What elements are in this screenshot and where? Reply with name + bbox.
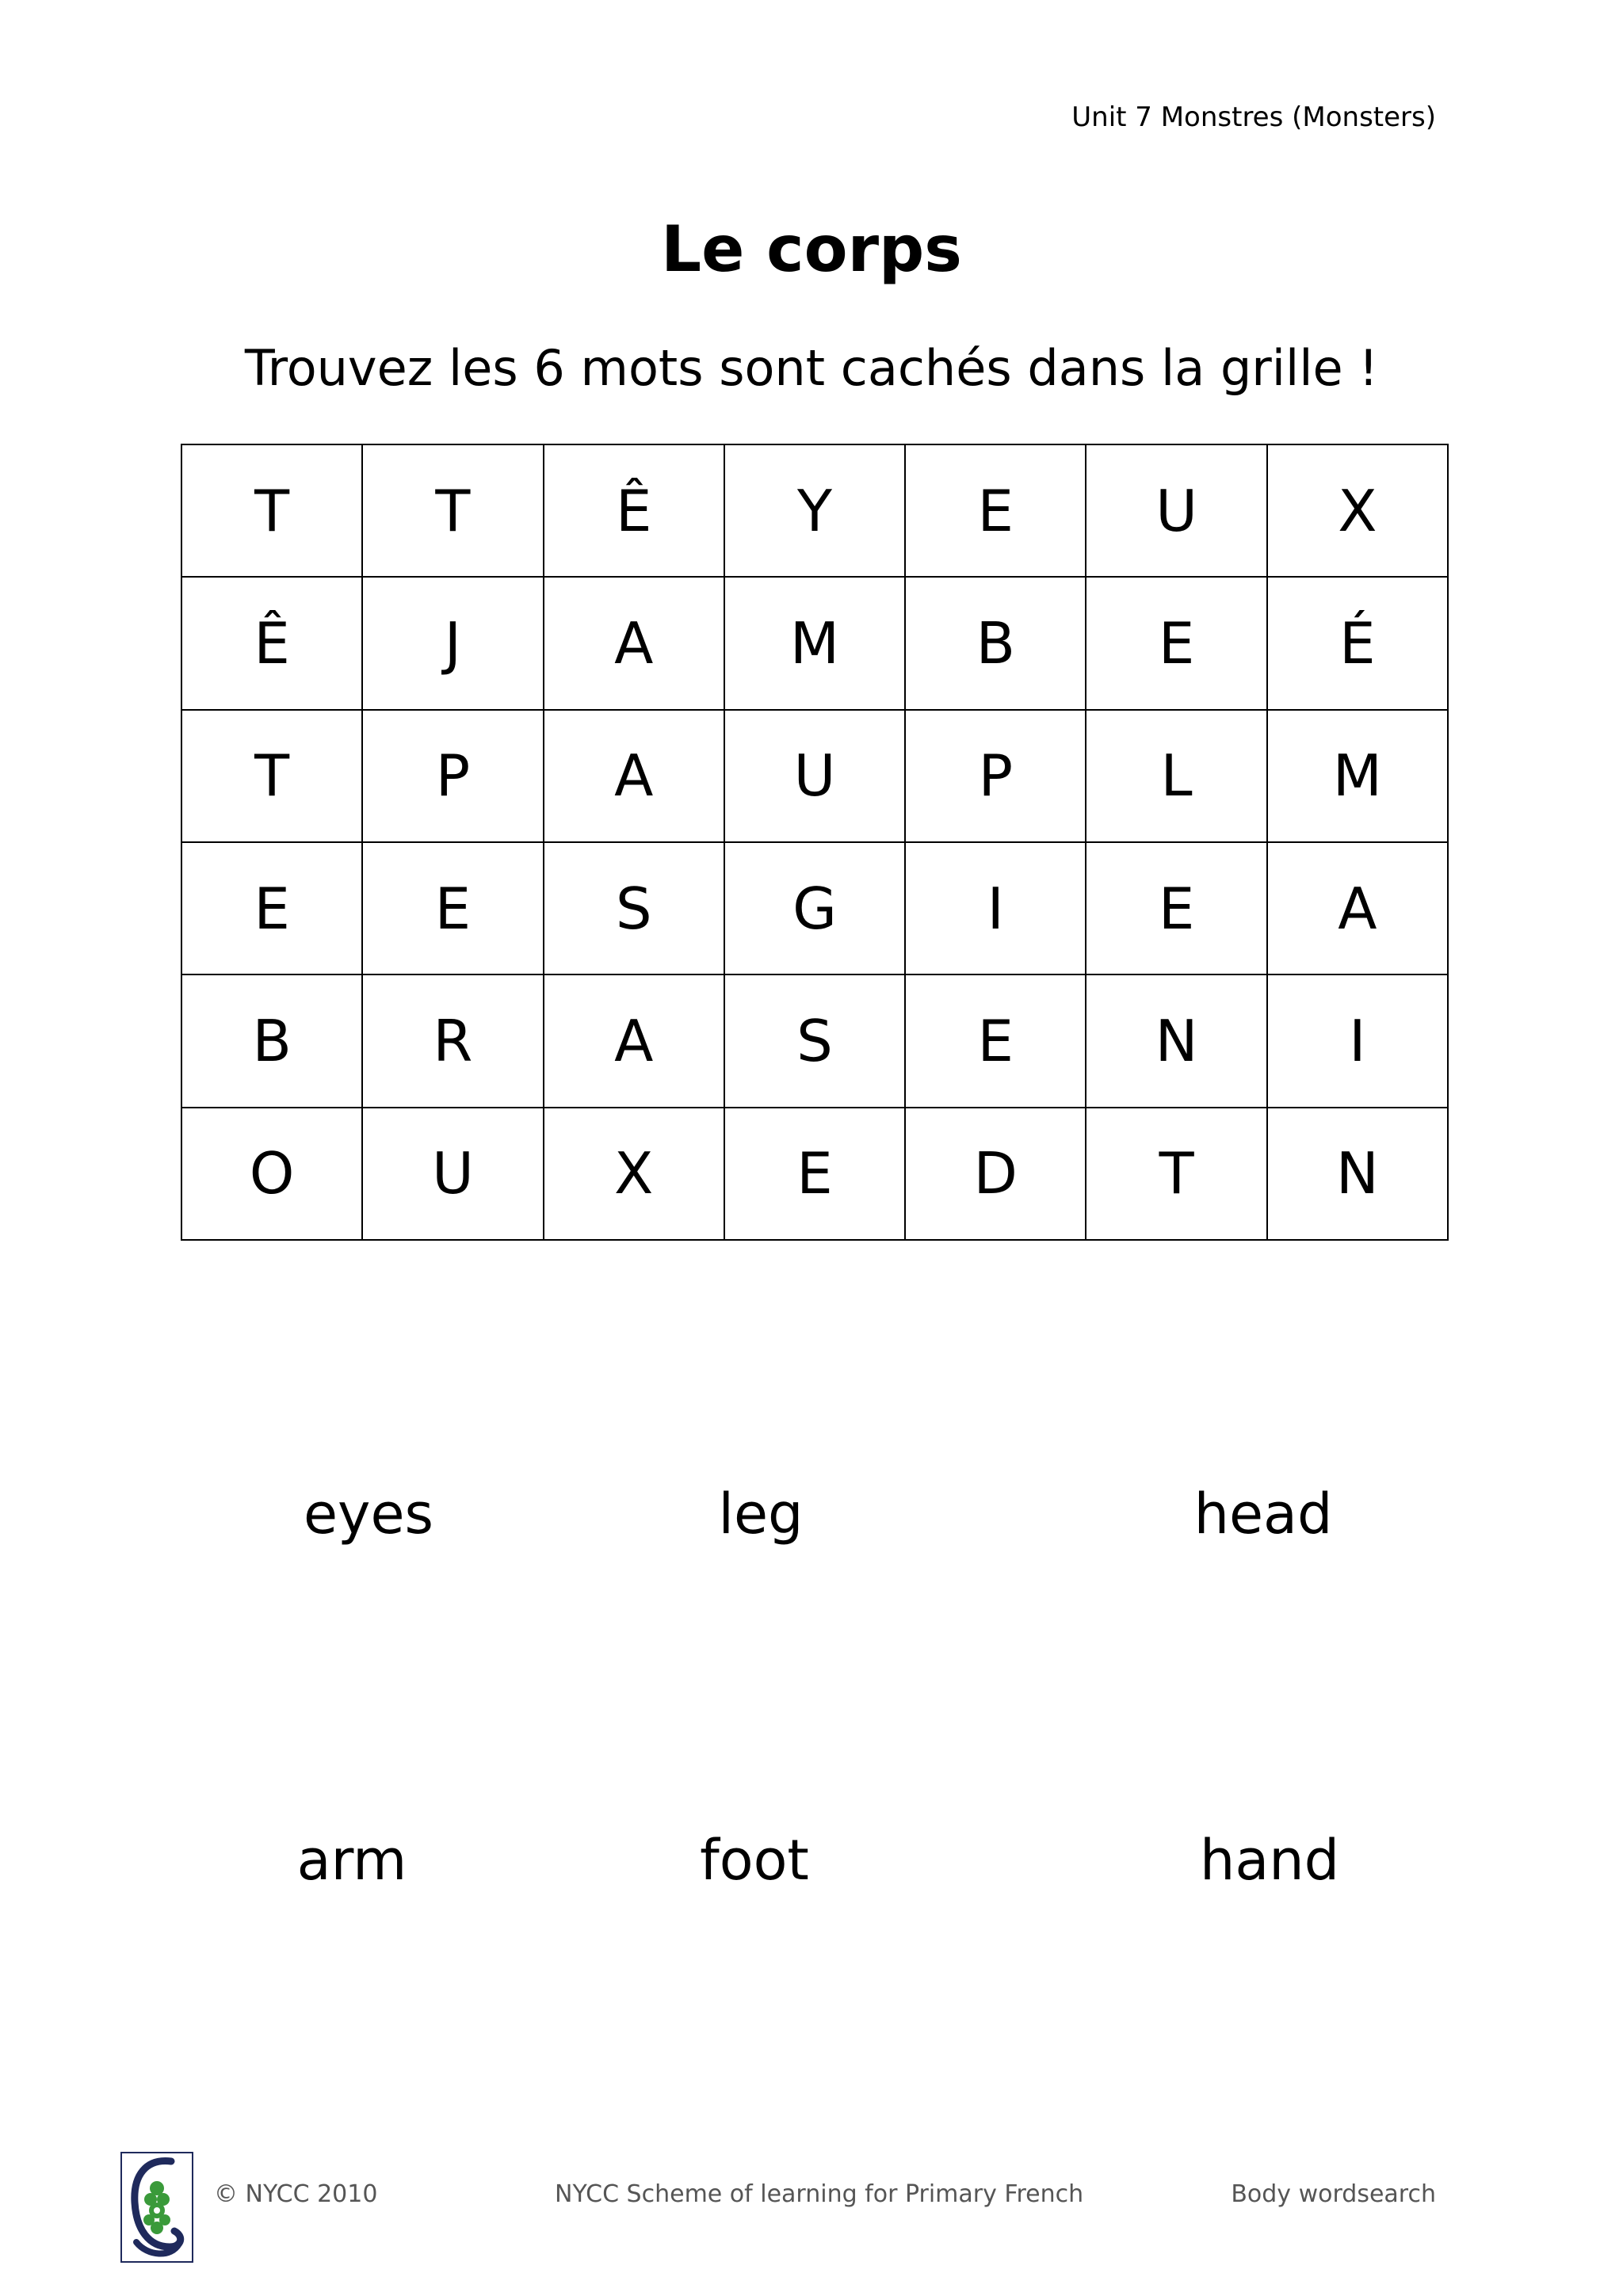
word-clue: arm	[296, 1828, 407, 1893]
grid-cell: R	[363, 975, 544, 1108]
grid-cell: A	[1268, 843, 1449, 975]
grid-cell: A	[544, 578, 725, 710]
page-title: Le corps	[661, 212, 962, 286]
grid-cell: E	[182, 843, 363, 975]
grid-cell: T	[182, 445, 363, 578]
grid-cell: T	[182, 711, 363, 843]
grid-cell: A	[544, 711, 725, 843]
grid-cell: Y	[725, 445, 906, 578]
grid-cell: E	[363, 843, 544, 975]
grid-cell: G	[725, 843, 906, 975]
grid-cell: P	[906, 711, 1086, 843]
grid-cell: O	[182, 1108, 363, 1241]
grid-cell: P	[363, 711, 544, 843]
grid-cell: E	[725, 1108, 906, 1241]
word-clue: foot	[700, 1828, 809, 1893]
grid-cell: E	[1086, 578, 1267, 710]
grid-cell: B	[182, 975, 363, 1108]
grid-cell: E	[1086, 843, 1267, 975]
grid-cell: E	[906, 445, 1086, 578]
grid-cell: B	[906, 578, 1086, 710]
grid-cell: S	[725, 975, 906, 1108]
grid-cell: L	[1086, 711, 1267, 843]
grid-cell: U	[363, 1108, 544, 1241]
word-clue: head	[1193, 1482, 1333, 1547]
grid-cell: E	[906, 975, 1086, 1108]
grid-cell: N	[1086, 975, 1267, 1108]
footer-topic: Body wordsearch	[1231, 2180, 1436, 2208]
nycc-logo-icon	[120, 2152, 193, 2263]
grid-cell: T	[1086, 1108, 1267, 1241]
wordsearch-grid	[181, 444, 1449, 1241]
grid-cell: Ê	[544, 445, 725, 578]
footer-copyright: © NYCC 2010	[214, 2180, 378, 2208]
grid-cell: X	[1268, 445, 1449, 578]
grid-cell: Ê	[182, 578, 363, 710]
grid-cell: X	[544, 1108, 725, 1241]
grid-cell: É	[1268, 578, 1449, 710]
grid-cell: N	[1268, 1108, 1449, 1241]
footer-scheme: NYCC Scheme of learning for Primary French	[555, 2180, 1084, 2208]
grid-cell: D	[906, 1108, 1086, 1241]
grid-cell: I	[1268, 975, 1449, 1108]
grid-cell: U	[1086, 445, 1267, 578]
grid-cell: U	[725, 711, 906, 843]
word-clue: leg	[718, 1482, 804, 1547]
grid-cell: I	[906, 843, 1086, 975]
grid-cell: M	[1268, 711, 1449, 843]
word-clue: eyes	[303, 1482, 434, 1547]
grid-cell: M	[725, 578, 906, 710]
unit-label: Unit 7 Monstres (Monsters)	[1071, 101, 1436, 133]
grid-cell: J	[363, 578, 544, 710]
instructions-text: Trouvez les 6 mots sont cachés dans la grille !	[244, 339, 1379, 397]
word-clue: hand	[1199, 1828, 1340, 1893]
grid-cell: T	[363, 445, 544, 578]
grid-cell: S	[544, 843, 725, 975]
grid-cell: A	[544, 975, 725, 1108]
